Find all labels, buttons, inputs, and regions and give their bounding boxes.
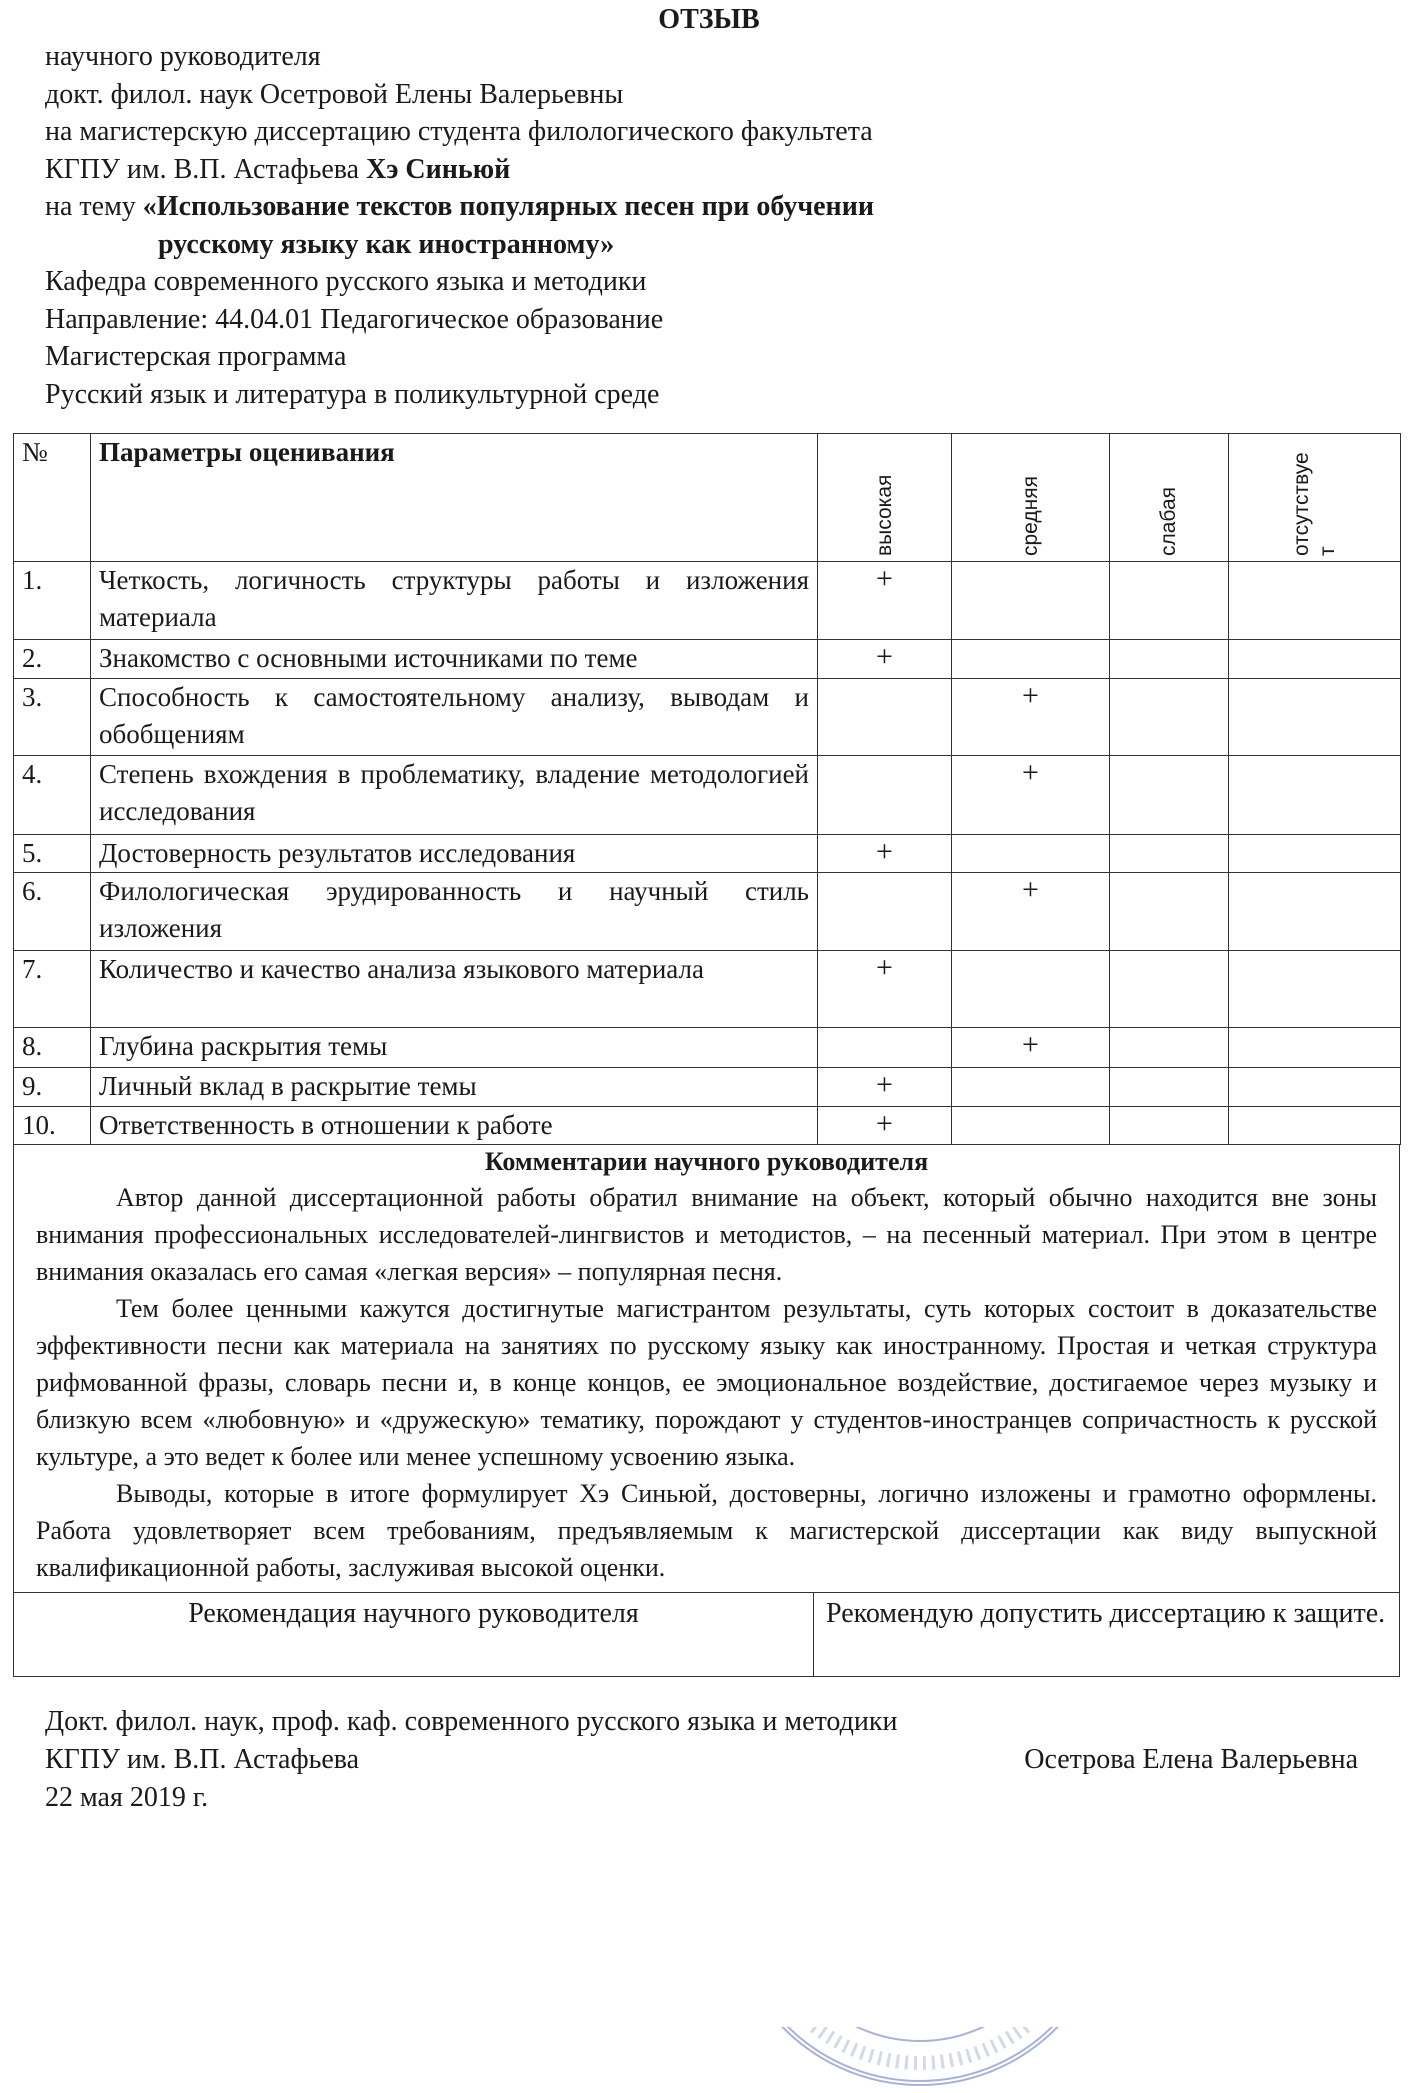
- footer-position: Докт. филол. наук, проф. каф. современного русского языка и методики: [45, 1706, 898, 1737]
- signature: [813, 1843, 985, 1978]
- rating-cell-weak: [1110, 562, 1229, 640]
- rating-mark-medium: +: [952, 873, 1110, 951]
- header-absent-label: отсутствует: [1289, 452, 1339, 556]
- rating-mark-high: +: [818, 562, 952, 640]
- rating-cell-weak: [1110, 1107, 1229, 1145]
- rating-mark-high: +: [818, 1107, 952, 1145]
- footer-university: КГПУ им. В.П. Астафьева: [45, 1744, 360, 1775]
- student-name: Хэ Синьюй: [366, 153, 511, 185]
- header-line-program: Русский язык и литература в поликультурной среде: [45, 378, 660, 410]
- header-line-topic-2: [45, 226, 1418, 264]
- rating-cell-high: [818, 1028, 952, 1068]
- rating-cell-absent: [1229, 679, 1401, 756]
- table-row: [14, 679, 1401, 756]
- rating-cell-medium: [952, 951, 1110, 1028]
- row-parameter: Четкость, логичность структуры работы и изложения материала: [91, 562, 818, 640]
- row-number: 7.: [14, 951, 91, 1028]
- rating-cell-absent: [1229, 1107, 1401, 1145]
- rating-mark-high: +: [818, 640, 952, 679]
- header-params: [91, 434, 818, 562]
- row-number: 6.: [14, 873, 91, 951]
- footer: [0, 1703, 1418, 1817]
- rating-mark-high: +: [818, 835, 952, 873]
- header-line-dissertation: на магистерскую диссертацию студента филологического факультета: [45, 116, 873, 147]
- table-row: [14, 835, 1401, 873]
- comments-section: [13, 1145, 1400, 1593]
- rating-cell-high: [818, 756, 952, 835]
- table-header-row: [14, 434, 1401, 562]
- footer-position-row: [45, 1703, 1418, 1741]
- header-params-label: Параметры оценивания: [99, 437, 395, 467]
- row-parameter: Количество и качество анализа языкового материала: [91, 951, 818, 1028]
- recommendation-label: Рекомендация научного руководителя: [14, 1593, 814, 1676]
- rating-cell-medium: [952, 1068, 1110, 1107]
- table-row: [14, 640, 1401, 679]
- rating-cell-absent: [1229, 1028, 1401, 1068]
- rating-cell-medium: [952, 835, 1110, 873]
- row-number: 1.: [14, 562, 91, 640]
- comments-heading: Комментарии научного руководителя: [484, 1147, 929, 1176]
- row-parameter: Способность к самостоятельному анализу, выводам и обобщениям: [91, 679, 818, 756]
- header-medium: [952, 434, 1110, 562]
- row-number: 2.: [14, 640, 91, 679]
- header-absent: [1229, 434, 1401, 562]
- header-line-department: Кафедра современного русского языка и методики: [45, 266, 647, 297]
- rating-cell-weak: [1110, 756, 1229, 835]
- row-parameter: Глубина раскрытия темы: [91, 1028, 818, 1068]
- row-number: 5.: [14, 835, 91, 873]
- topic-line-1: «Использование текстов популярных песен при обучении: [142, 191, 874, 222]
- header-weak: [1110, 434, 1229, 562]
- rating-cell-absent: [1229, 835, 1401, 873]
- rating-cell-weak: [1110, 835, 1229, 873]
- row-parameter: Ответственность в отношении к работе: [91, 1107, 818, 1145]
- header-line-student: [45, 151, 1418, 189]
- rating-cell-weak: [1110, 873, 1229, 951]
- rating-cell-absent: [1229, 562, 1401, 640]
- row-parameter: Достоверность результатов исследования: [91, 835, 818, 873]
- row-number: 10.: [14, 1107, 91, 1145]
- rating-cell-absent: [1229, 951, 1401, 1028]
- footer-signatory: Осетрова Елена Валерьевна: [1024, 1744, 1358, 1775]
- table-row: [14, 873, 1401, 951]
- rating-mark-high: +: [818, 951, 952, 1028]
- rating-cell-absent: [1229, 873, 1401, 951]
- header-line-program-label: Магистерская программа: [45, 341, 347, 372]
- rating-cell-medium: [952, 1107, 1110, 1145]
- document-header: [0, 38, 1418, 413]
- row-number: 4.: [14, 756, 91, 835]
- row-number: 9.: [14, 1068, 91, 1107]
- row-parameter: Филологическая эрудированность и научный стиль изложения: [91, 873, 818, 951]
- table-row: [14, 1028, 1401, 1068]
- header-medium-label: средняя: [1018, 476, 1042, 556]
- rating-cell-weak: [1110, 640, 1229, 679]
- row-parameter: Степень вхождения в проблематику, владение методологией исследования: [91, 756, 818, 835]
- table-row: [14, 1068, 1401, 1107]
- rating-cell-absent: [1229, 1068, 1401, 1107]
- table-row: [14, 1107, 1401, 1145]
- rating-cell-weak: [1110, 1068, 1229, 1107]
- rating-mark-high: +: [818, 1068, 952, 1107]
- header-num: №: [14, 434, 91, 562]
- rating-cell-absent: [1229, 756, 1401, 835]
- header-line-topic: [45, 188, 1418, 226]
- evaluation-table: [13, 433, 1401, 1145]
- rating-cell-weak: [1110, 1028, 1229, 1068]
- topic-line-2: русскому языку как иностранному»: [158, 228, 615, 260]
- table-row: [14, 951, 1401, 1028]
- rating-cell-weak: [1110, 951, 1229, 1028]
- header-line-supervisor-name: докт. филол. наук Осетровой Елены Валерьевны: [45, 78, 624, 110]
- document-title: ОТЗЫВ: [658, 4, 760, 35]
- rating-mark-medium: +: [952, 679, 1110, 756]
- row-number: 3.: [14, 679, 91, 756]
- header-line-supervisor: научного руководителя: [45, 41, 321, 72]
- header-high: [818, 434, 952, 562]
- rating-cell-medium: [952, 640, 1110, 679]
- row-parameter: Знакомство с основными источниками по теме: [91, 640, 818, 679]
- footer-date: 22 мая 2019 г.: [45, 1782, 209, 1813]
- rating-mark-medium: +: [952, 1028, 1110, 1068]
- header-high-label: высокая: [872, 474, 896, 556]
- rating-cell-weak: [1110, 679, 1229, 756]
- rating-cell-medium: [952, 562, 1110, 640]
- row-number: 8.: [14, 1028, 91, 1068]
- comment-paragraph: Выводы, которые в итоге формулирует Хэ Синьюй, достоверны, логично изложены и грамотно оформлены. Работа удовлетворяет всем требованиям, предъявляемым к магистерской диссертации как виду выпускной квалификационной работы, заслуживая высокой оценки.: [36, 1479, 1377, 1582]
- table-row: [14, 756, 1401, 835]
- footer-university-row: [45, 1741, 1418, 1779]
- header-line-direction: Направление: 44.04.01 Педагогическое образование: [45, 303, 664, 335]
- recommendation-row: [13, 1593, 1400, 1677]
- footer-date-row: [45, 1779, 1418, 1817]
- recommendation-value: Рекомендую допустить диссертацию к защите.: [826, 1598, 1386, 1629]
- rating-cell-high: [818, 873, 952, 951]
- header-weak-label: слабая: [1157, 486, 1180, 556]
- evaluation-form: [13, 433, 1400, 1677]
- rating-cell-high: [818, 679, 952, 756]
- comment-paragraph: Автор данной диссертационной работы обратил внимание на объект, который обычно находится вне зоны внимания профессиональных исследователей-лингвистов и методистов, – на песенный материал. При этом в центре внимания оказалась его самая «легкая версия» – популярная песня.: [36, 1183, 1377, 1286]
- topic-prefix: на тему: [45, 191, 143, 222]
- comment-paragraph: Тем более ценными кажутся достигнутые магистрантом результаты, суть которых состоит в доказательстве эффективности песни как материала на занятиях по русскому языку как иностранному. Простая и четкая структура рифмованной фразы, словарь песни и, в конце концов, ее эмоциональное воздействие, достигаемое через музыку и близкую всем «любовную» и «дружескую» тематику, порождают у студентов-иностранцев сопричастность к русской культуре, а это ведет к более или менее успешному усвоению языка.: [36, 1294, 1377, 1471]
- rating-mark-medium: +: [952, 756, 1110, 835]
- table-row: [14, 562, 1401, 640]
- rating-cell-absent: [1229, 640, 1401, 679]
- university-text: КГПУ им. В.П. Астафьева: [45, 153, 367, 185]
- row-parameter: Личный вклад в раскрытие темы: [91, 1068, 818, 1107]
